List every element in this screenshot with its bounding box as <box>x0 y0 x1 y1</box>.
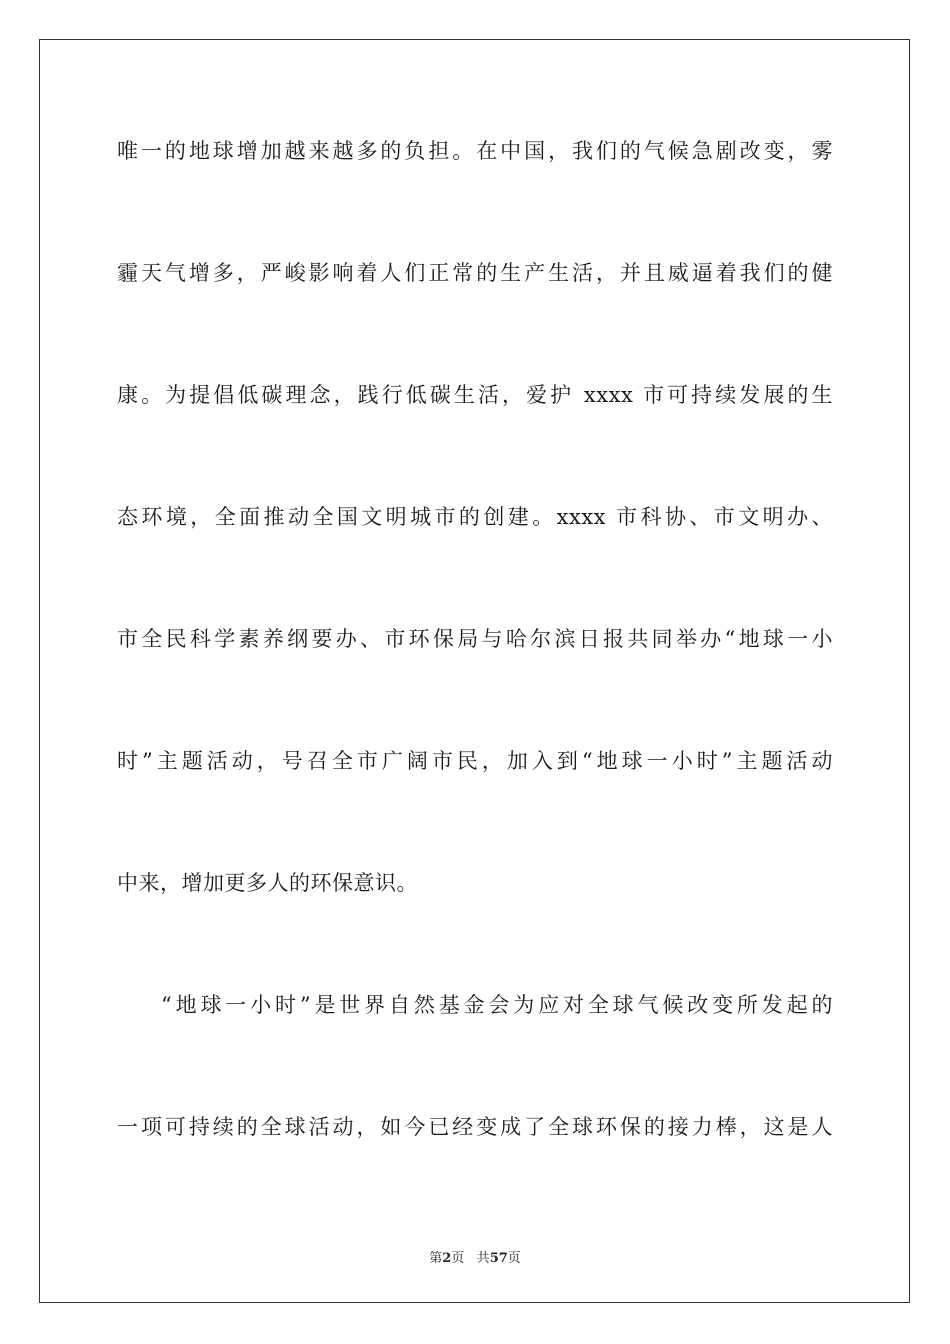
total-suffix: 页 <box>507 1251 521 1266</box>
text-line: 时”主题活动，号召全市广阔市民，加入到“地球一小时”主题活动 <box>117 749 833 773</box>
text-line: 一项可持续的全球活动，如今已经变成了全球环保的接力棒，这是人 <box>117 1115 833 1139</box>
document-body <box>117 130 833 1228</box>
page-suffix: 页 <box>451 1251 465 1266</box>
text-line: 康。为提倡低碳理念，践行低碳生活，爱护 xxxx 市可持续发展的生 <box>117 383 833 407</box>
total-page-count: 57 <box>489 1251 508 1266</box>
text-line: 态环境，全面推动全国文明城市的创建。xxxx 市科协、市文明办、 <box>117 505 833 529</box>
paragraph <box>117 984 833 1228</box>
page-footer <box>0 1247 950 1266</box>
text-line: 中来，增加更多人的环保意识。 <box>117 871 418 895</box>
paragraph <box>117 130 833 984</box>
page-prefix: 第 <box>429 1251 443 1266</box>
text-line: “地球一小时”是世界自然基金会为应对全球气候改变所发起的 <box>161 993 833 1017</box>
current-page-number: 2 <box>442 1251 452 1266</box>
text-line: 霾天气增多，严峻影响着人们正常的生产生活，并且威逼着我们的健 <box>117 261 833 285</box>
text-line: 唯一的地球增加越来越多的负担。在中国，我们的气候急剧改变，雾 <box>117 139 833 163</box>
total-prefix: 共 <box>476 1251 490 1266</box>
text-line: 市全民科学素养纲要办、市环保局与哈尔滨日报共同举办“地球一小 <box>117 627 833 651</box>
